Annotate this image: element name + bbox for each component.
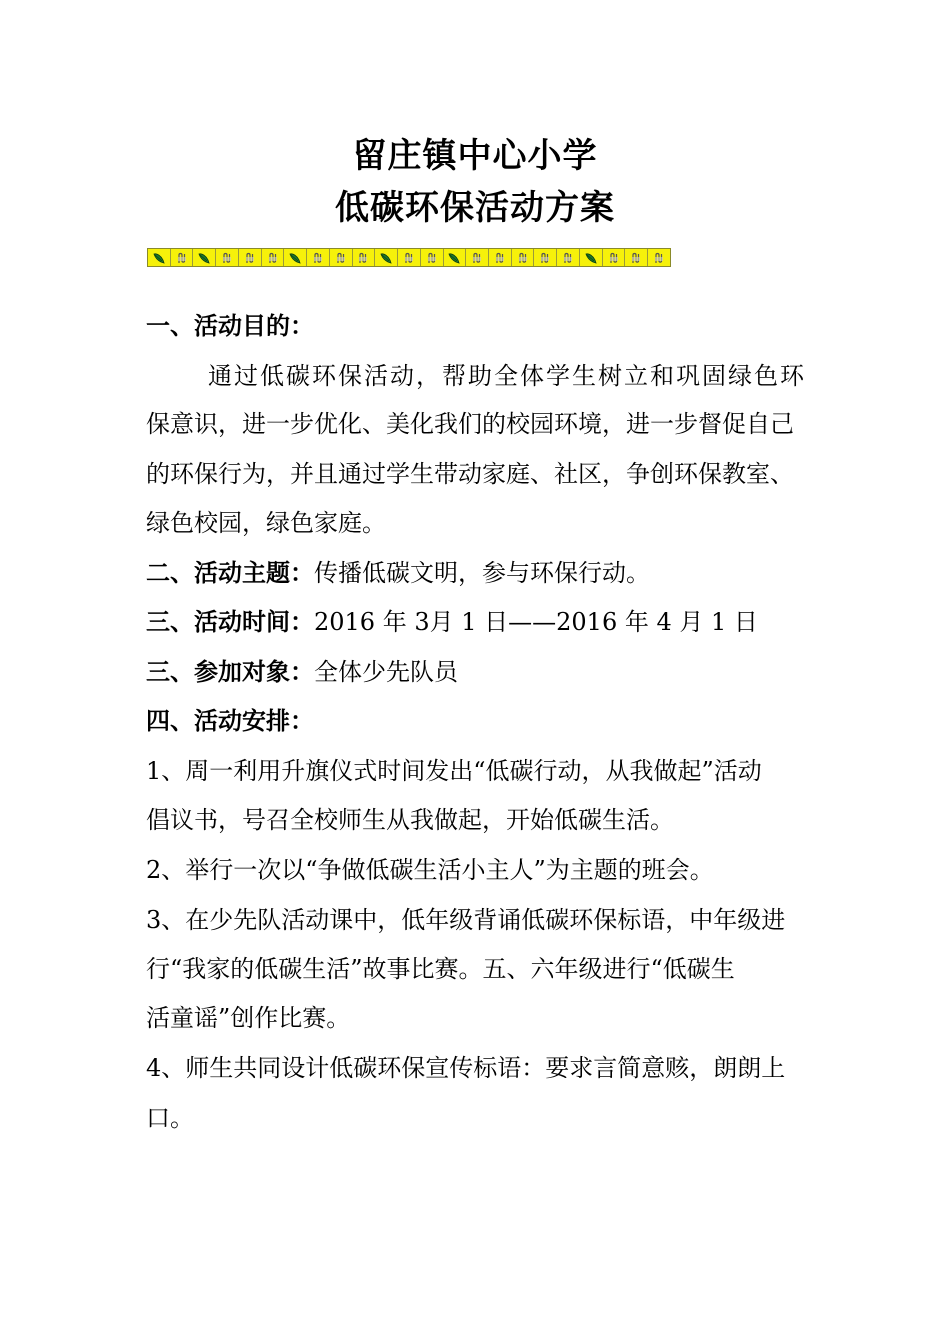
clip-icon <box>334 251 348 265</box>
border-cell <box>284 249 307 266</box>
border-cell <box>444 249 467 266</box>
clip-icon <box>243 251 257 265</box>
clip-icon <box>538 251 552 265</box>
clip-icon <box>652 251 666 265</box>
clip-icon <box>175 251 189 265</box>
border-cell <box>625 249 648 266</box>
clip-icon <box>266 251 280 265</box>
purpose-line: 保意识，进一步优化、美化我们的校园环境，进一步督促自己 <box>146 410 794 438</box>
theme-value: 传播低碳文明，参与环保行动。 <box>314 559 650 587</box>
leaf-icon <box>379 251 393 265</box>
arrangement-line: 1、周一利用升旗仪式时间发出“低碳行动，从我做起”活动 <box>146 757 762 785</box>
arrangement-line: 倡议书，号召全校师生从我做起，开始低碳生活。 <box>146 806 674 834</box>
purpose-heading: 一、活动目的： <box>146 312 314 340</box>
clip-icon <box>561 251 575 265</box>
clip-icon <box>311 251 325 265</box>
border-cell <box>534 249 557 266</box>
time-value: 2016 年 3月 1 日——2016 年 4 月 1 日 <box>314 608 758 636</box>
arrangement-line: 3、在少先队活动课中，低年级背诵低碳环保标语，中年级进 <box>146 906 786 934</box>
leaf-icon <box>197 251 211 265</box>
arrangement-line: 口。 <box>146 1104 194 1132</box>
target-label: 三、参加对象： <box>146 658 314 686</box>
clip-icon <box>516 251 530 265</box>
clip-icon <box>629 251 643 265</box>
border-cell <box>353 249 376 266</box>
border-cell <box>375 249 398 266</box>
theme-row <box>146 557 650 589</box>
border-cell <box>330 249 353 266</box>
border-cell <box>421 249 444 266</box>
school-name-title: 留庄镇中心小学 <box>352 136 598 176</box>
purpose-line: 的环保行为，并且通过学生带动家庭、社区，争创环保教室、 <box>146 460 794 488</box>
leaf-icon <box>288 251 302 265</box>
decorative-border <box>147 248 671 267</box>
border-cell <box>512 249 535 266</box>
border-cell <box>148 249 171 266</box>
theme-label: 二、活动主题： <box>146 559 314 587</box>
border-cell <box>648 249 670 266</box>
time-row <box>146 606 758 638</box>
arrangement-line: 行“我家的低碳生活”故事比赛。五、六年级进行“低碳生 <box>146 955 735 983</box>
leaf-icon <box>447 251 461 265</box>
arrangement-heading: 四、活动安排： <box>146 707 314 735</box>
clip-icon <box>402 251 416 265</box>
plan-title: 低碳环保活动方案 <box>335 188 615 228</box>
arrangement-line: 2、举行一次以“争做低碳生活小主人”为主题的班会。 <box>146 856 714 884</box>
border-cell <box>171 249 194 266</box>
leaf-icon <box>584 251 598 265</box>
clip-icon <box>493 251 507 265</box>
border-cell <box>557 249 580 266</box>
arrangement-line: 活童谣”创作比赛。 <box>146 1004 351 1032</box>
clip-icon <box>470 251 484 265</box>
time-label: 三、活动时间： <box>146 608 314 636</box>
purpose-line: 通过低碳环保活动，帮助全体学生树立和巩固绿色环 <box>208 362 806 390</box>
clip-icon <box>425 251 439 265</box>
target-value: 全体少先队员 <box>314 658 458 686</box>
clip-icon <box>356 251 370 265</box>
leaf-icon <box>152 251 166 265</box>
border-cell <box>216 249 239 266</box>
border-cell <box>262 249 285 266</box>
target-row <box>146 656 458 688</box>
border-cell <box>603 249 626 266</box>
border-cell <box>466 249 489 266</box>
clip-icon <box>607 251 621 265</box>
border-cell <box>580 249 603 266</box>
border-cell <box>307 249 330 266</box>
arrangement-line: 4、师生共同设计低碳环保宣传标语：要求言简意赅，朗朗上 <box>146 1054 786 1082</box>
border-cell <box>398 249 421 266</box>
border-cell <box>193 249 216 266</box>
clip-icon <box>220 251 234 265</box>
purpose-line: 绿色校园，绿色家庭。 <box>146 509 386 537</box>
border-cell <box>489 249 512 266</box>
border-cell <box>239 249 262 266</box>
